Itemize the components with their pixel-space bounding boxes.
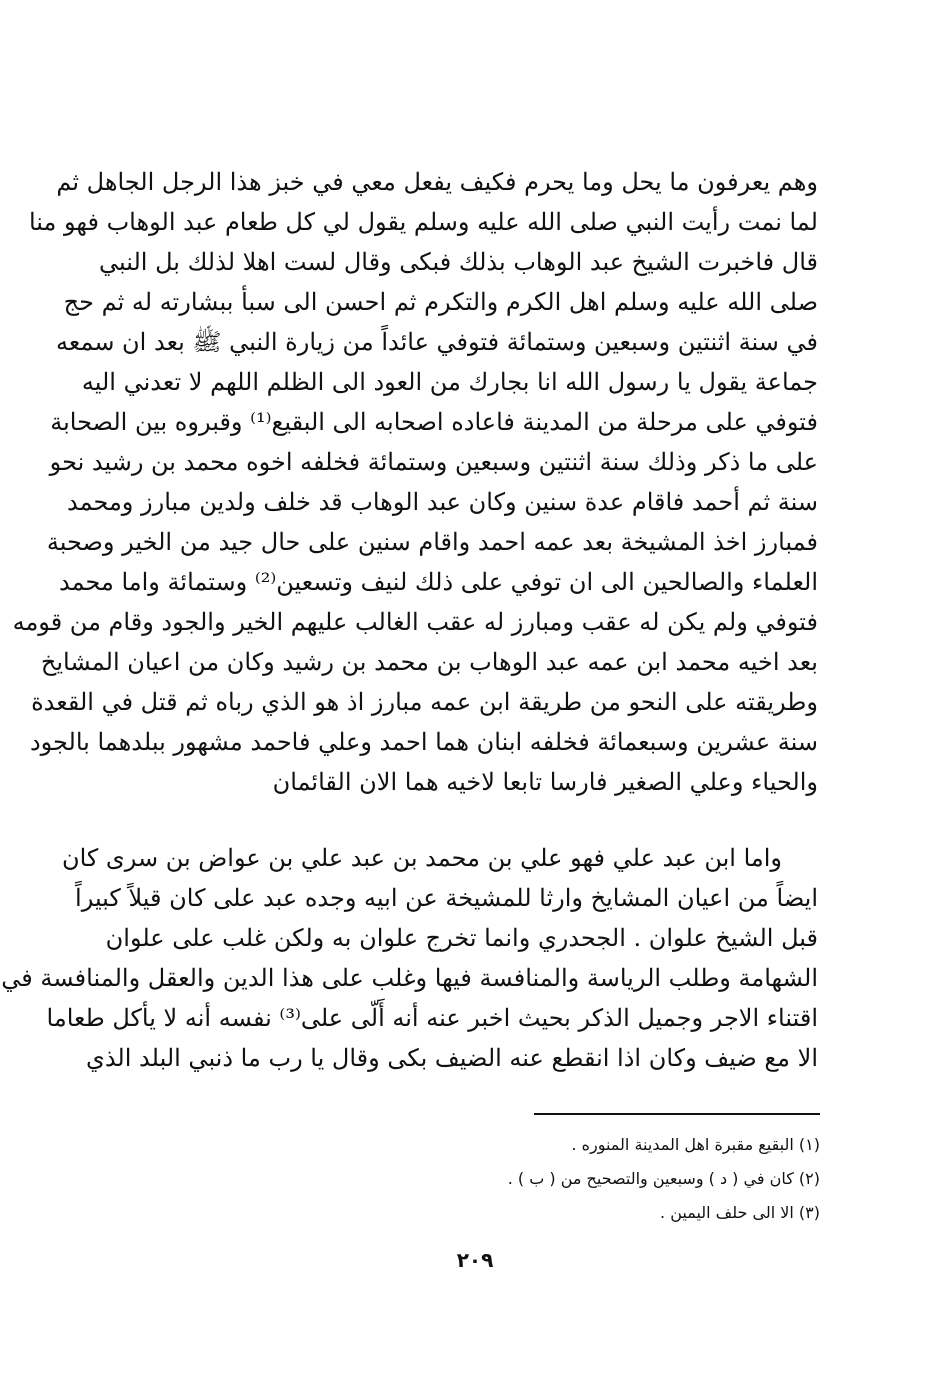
- text-line: وطريقته على النحو من طريقة ابن عمه مبارز اذ هو الذي رباه ثم قتل في القعدة: [31, 688, 818, 716]
- text-line: والحياء وعلي الصغير فارسا تابعا لاخيه هما الان القائمان: [272, 768, 818, 796]
- text-line: سنة عشرين وسبعمائة فخلفه ابنان هما احمد وعلي فاحمد مشهور ببلدهما بالجود: [29, 728, 818, 756]
- text-line: قال فاخبرت الشيخ عبد الوهاب بذلك فبكى وقال لست اهلا لذلك بل النبي: [98, 248, 818, 276]
- text-line: وهم يعرفون ما يحل وما يحرم فكيف يفعل معي في خبز هذا الرجل الجاهل ثم: [56, 168, 818, 196]
- text-line: واما ابن عبد علي فهو علي بن محمد بن عبد علي بن عواض بن سرى كان: [61, 844, 782, 872]
- text-line: على ما ذكر وذلك سنة اثنتين وسبعين وستمائة فخلفه اخوه محمد بن رشيد نحو: [49, 448, 818, 476]
- footnote: (٣) الا الى حلف اليمين .: [660, 1203, 820, 1222]
- paragraph: [12, 162, 818, 802]
- footnote-divider: [534, 1113, 820, 1115]
- footnote: (١) البقيع مقبرة اهل المدينة المنوره .: [571, 1135, 820, 1154]
- text-line: الشهامة وطلب الرياسة والمنافسة فيها وغلب على هذا الدين والعقل والمنافسة في: [1, 964, 818, 992]
- page-number: ٢٠٩: [456, 1248, 494, 1272]
- text-line: الا مع ضيف وكان اذا انقطع عنه الضيف بكى وقال يا رب ما ذنبي البلد الذي: [86, 1044, 818, 1072]
- text-line: قبل الشيخ علوان . الجحدري وانما تخرج علوان به ولكن غلب على علوان: [105, 924, 818, 952]
- text-line: فمبارز اخذ المشيخة بعد عمه احمد واقام سنين على حال جيد من الخير وصحبة: [46, 528, 818, 556]
- text-line: في سنة اثنتين وسبعين وستمائة فتوفي عائداً من زيارة النبي ﷺ بعد ان سمعه: [56, 328, 818, 356]
- text-line: اقتناء الاجر وجميل الذكر بحيث اخبر عنه أنه أَلّى على⁽³⁾ نفسه أنه لا يأكل طعاما: [46, 1004, 818, 1032]
- text-line: لما نمت رأيت النبي صلى الله عليه وسلم يقول لي كل طعام عبد الوهاب فهو منا: [28, 208, 818, 236]
- text-line: العلماء والصالحين الى ان توفي على ذلك لنيف وتسعين⁽²⁾ وستمائة واما محمد: [59, 568, 818, 596]
- text-line: فتوفي ولم يكن له عقب ومبارز له عقب الغالب عليهم الخير والجود وقام من قومه: [12, 608, 818, 636]
- paragraph: [1, 838, 818, 1078]
- text-line: جماعة يقول يا رسول الله انا بجارك من العود الى الظلم اللهم لا تعدني اليه: [81, 368, 818, 396]
- text-line: بعد اخيه محمد ابن عمه عبد الوهاب بن محمد بن رشيد وكان من اعيان المشايخ: [40, 648, 818, 676]
- text-line: فتوفي على مرحلة من المدينة فاعاده اصحابه الى البقيع⁽¹⁾ وقبروه بين الصحابة: [50, 408, 818, 436]
- footnote: (٢) كان في ( د ) وسبعين والتصحيح من ( ب ) .: [507, 1169, 820, 1188]
- footnotes: [380, 1128, 820, 1230]
- text-line: سنة ثم أحمد فاقام عدة سنين وكان عبد الوهاب قد خلف ولدين مبارز ومحمد: [66, 488, 818, 516]
- text-line: صلى الله عليه وسلم اهل الكرم والتكرم ثم احسن الى سبأ ببشارته له ثم حج: [63, 288, 818, 316]
- text-line: ايضاً من اعيان المشايخ وارثا للمشيخة عن ابيه وجده عبد على كان قيلاً كبيراً: [75, 884, 818, 912]
